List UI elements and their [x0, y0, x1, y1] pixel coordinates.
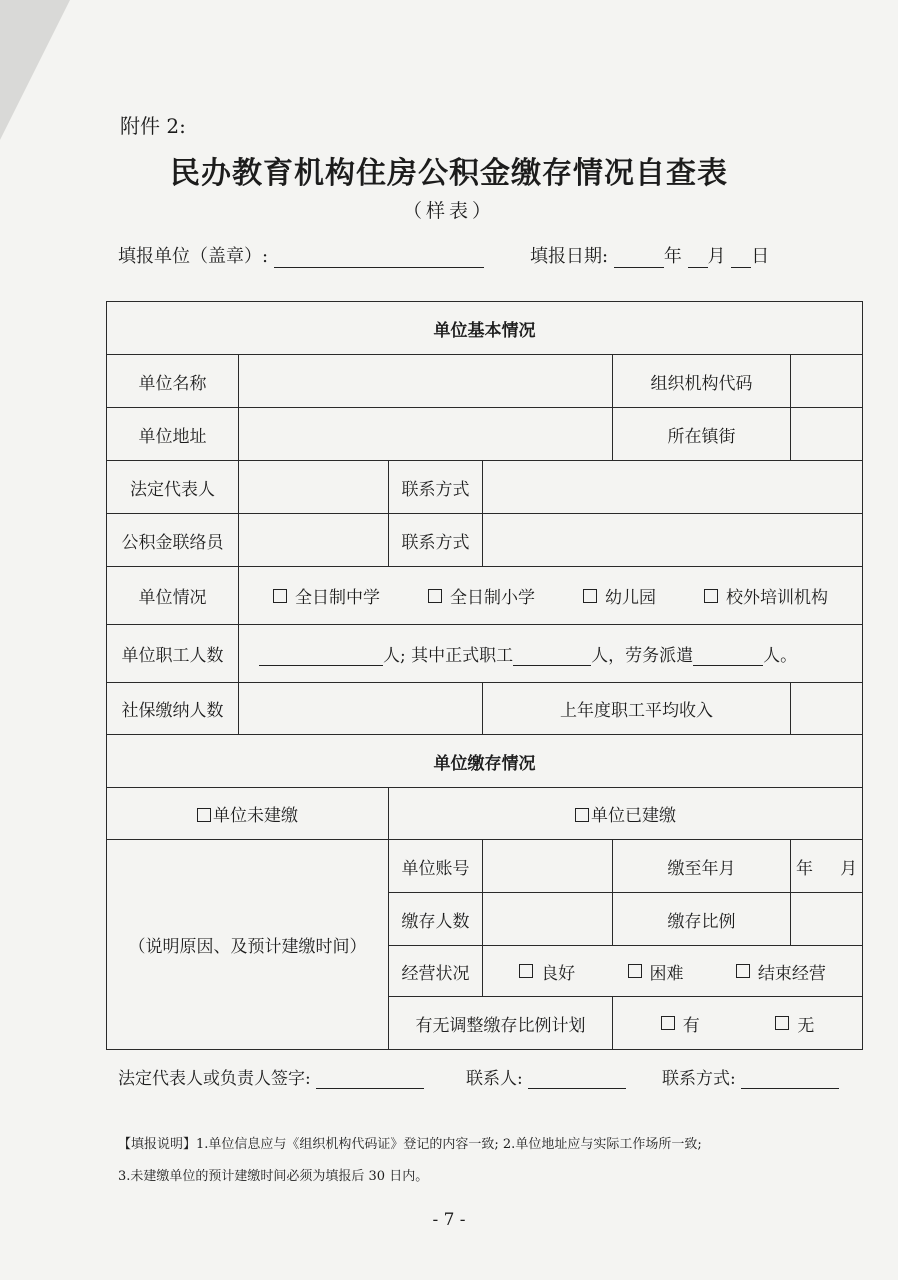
operation-option-closed[interactable]: 结束经营	[736, 959, 826, 984]
checkbox[interactable]	[628, 964, 642, 978]
unit-name-label: 单位名称	[107, 355, 239, 408]
type-option-middle-school[interactable]: 全日制中学	[273, 583, 380, 608]
unit-field	[118, 242, 484, 268]
paid-option[interactable]: 单位已建缴	[389, 788, 863, 840]
day-blank[interactable]	[731, 249, 751, 268]
adjust-plan-options	[613, 997, 863, 1050]
date-field	[530, 242, 769, 268]
avg-income-label: 上年度职工平均收入	[483, 683, 791, 735]
unit-label: 填报单位（盖章）:	[118, 246, 269, 267]
avg-income-input[interactable]	[791, 683, 863, 735]
org-code-label: 组织机构代码	[613, 355, 791, 408]
fund-contact-label: 公积金联络员	[107, 514, 239, 567]
staff-count-label: 单位职工人数	[107, 625, 239, 683]
unit-address-label: 单位地址	[107, 408, 239, 461]
fund-contact-input[interactable]	[239, 514, 389, 567]
legal-rep-contact-input[interactable]	[483, 461, 863, 514]
formal-staff-blank[interactable]	[513, 647, 591, 666]
social-count-label: 社保缴纳人数	[107, 683, 239, 735]
checkbox[interactable]	[736, 964, 750, 978]
not-paid-option[interactable]: 单位未建缴	[107, 788, 389, 840]
contact-person-blank[interactable]	[528, 1070, 626, 1089]
date-label: 填报日期:	[530, 246, 609, 267]
type-option-kindergarten[interactable]: 幼儿园	[583, 583, 656, 608]
attachment-label: 附件 2:	[120, 114, 186, 138]
checkbox[interactable]	[775, 1016, 789, 1030]
paid-until-input[interactable]: 年 月	[791, 840, 863, 893]
account-input[interactable]	[483, 840, 613, 893]
checkbox[interactable]	[273, 589, 287, 603]
year-blank[interactable]	[614, 249, 664, 268]
page-fold-shadow	[0, 0, 70, 140]
legal-sign-field	[118, 1064, 424, 1089]
legal-sign-label: 法定代表人或负责人签字:	[118, 1069, 311, 1089]
unit-status-label: 单位情况	[107, 567, 239, 625]
social-count-input[interactable]	[239, 683, 483, 735]
checkbox[interactable]	[661, 1016, 675, 1030]
month-blank[interactable]	[688, 249, 708, 268]
deposit-count-input[interactable]	[483, 893, 613, 946]
type-option-primary-school[interactable]: 全日制小学	[428, 583, 535, 608]
month-label: 月	[707, 246, 726, 267]
dispatch-staff-blank[interactable]	[693, 647, 763, 666]
legal-rep-input[interactable]	[239, 461, 389, 514]
form-title: 民办教育机构住房公积金缴存情况自查表	[170, 156, 728, 191]
contact-method-blank[interactable]	[741, 1070, 839, 1089]
year-label: 年	[663, 246, 682, 267]
checkbox[interactable]	[575, 808, 589, 822]
checkbox[interactable]	[704, 589, 718, 603]
section-deposit-info: 单位缴存情况	[107, 735, 863, 788]
adjust-option-yes[interactable]: 有	[661, 1011, 700, 1036]
deposit-ratio-input[interactable]	[791, 893, 863, 946]
checkbox[interactable]	[197, 808, 211, 822]
checkbox[interactable]	[519, 964, 533, 978]
fill-note-line2: 3.未建缴单位的预计建缴时间必须为填报后 30 日内。	[118, 1169, 429, 1184]
operation-label: 经营状况	[389, 946, 483, 997]
legal-rep-label: 法定代表人	[107, 461, 239, 514]
fund-contact-method-label: 联系方式	[389, 514, 483, 567]
adjust-option-no[interactable]: 无	[775, 1011, 814, 1036]
paid-until-label: 缴至年月	[613, 840, 791, 893]
town-input[interactable]	[791, 408, 863, 461]
total-staff-blank[interactable]	[259, 647, 383, 666]
deposit-count-label: 缴存人数	[389, 893, 483, 946]
contact-method-label: 联系方式:	[662, 1069, 736, 1089]
contact-person-field	[466, 1064, 626, 1089]
operation-option-good[interactable]: 良好	[519, 959, 575, 984]
page-number: - 7 -	[432, 1210, 466, 1230]
account-label: 单位账号	[389, 840, 483, 893]
checkbox[interactable]	[428, 589, 442, 603]
unit-blank[interactable]	[274, 249, 484, 268]
operation-option-difficult[interactable]: 困难	[628, 959, 684, 984]
org-code-input[interactable]	[791, 355, 863, 408]
adjust-plan-label: 有无调整缴存比例计划	[389, 997, 613, 1050]
deposit-ratio-label: 缴存比例	[613, 893, 791, 946]
section-basic-info: 单位基本情况	[107, 302, 863, 355]
form-subtitle: （样表）	[402, 200, 495, 222]
unit-name-input[interactable]	[239, 355, 613, 408]
unit-type-options	[239, 567, 863, 625]
operation-options	[483, 946, 863, 997]
contact-person-label: 联系人:	[466, 1069, 523, 1089]
fund-contact-method-input[interactable]	[483, 514, 863, 567]
type-option-training[interactable]: 校外培训机构	[704, 583, 828, 608]
staff-count-fields: 人; 其中正式职工 人，劳务派遣 人。	[239, 625, 863, 683]
day-label: 日	[751, 246, 770, 267]
checkbox[interactable]	[583, 589, 597, 603]
fill-note-line1: 【填报说明】1.单位信息应与《组织机构代码证》登记的内容一致; 2.单位地址应与实际工作场所一致;	[118, 1137, 702, 1152]
explain-reason-field[interactable]: （说明原因、及预计建缴时间）	[107, 840, 389, 1050]
unit-address-input[interactable]	[239, 408, 613, 461]
legal-sign-blank[interactable]	[316, 1070, 424, 1089]
town-label: 所在镇街	[613, 408, 791, 461]
contact-method-field	[662, 1064, 839, 1089]
self-check-table	[106, 301, 863, 1050]
legal-rep-contact-label: 联系方式	[389, 461, 483, 514]
